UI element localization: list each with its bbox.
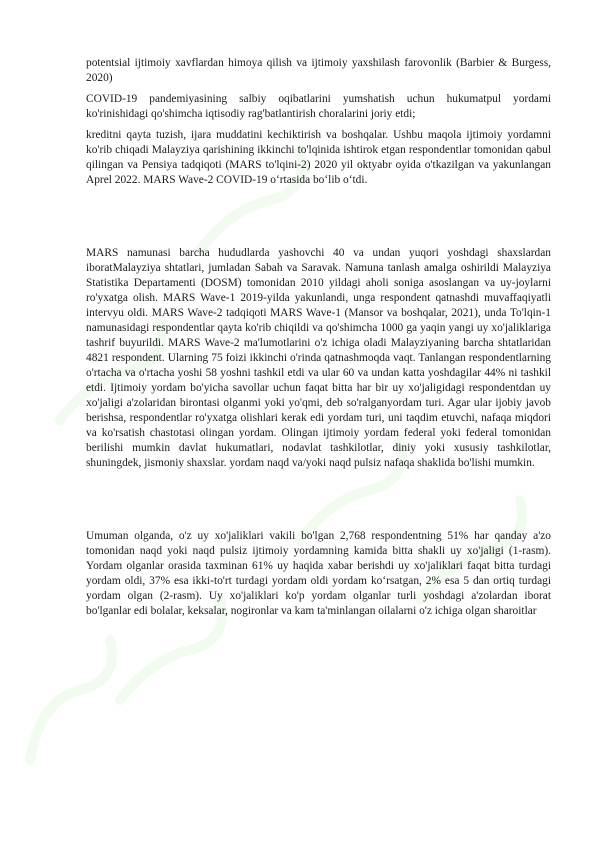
paragraph-4: MARS namunasi barcha hududlarda yashovchi 40 va undan yuqori yoshdagi shaxslardan iboratMalayziya shtatlari, jumladan Sabah va Saravak. Namuna tanlash amalga oshirildi Malayziya Statistika Departamenti (DOSM) tomonidan 2010 yildagi aholi soniga asoslangan va uy-joylarni ro'yxatga olish. MARS Wave-1 2019-yilda yakunlandi, unga respondent qatnashdi muvaffaqiyatli intervyu oldi. MARS Wave-2 tadqiqoti MARS Wave-1 (Mansor va boshqalar, 2021), unda To'lqin-1 namunasidagi respondentlar qayta ko'rib chiqildi va qo'shimcha 1000 ga yaqin yangi uy xo'jaliklariga tashrif buyurildi. MARS Wave-2 ma'lumotlarini o'z ichiga oladi Malayziyaning barcha shtatlaridan 4821 respondent. Ularning 75 foizi ikkinchi o'rinda qatnashmoqda vaqt. Tanlangan respondentlarning o'rtacha va o'rtacha yoshi 58 yoshni tashkil etdi va ular 60 va undan katta yoshdagilar 44% ni tashkil etdi. Ijtimoiy yordam bo'yicha savollar uchun faqat bitta har bir uy xo'jaligidagi respondentdan uy xo'jaligi a'zolaridan birontasi olganmi yoki yo'qmi, deb so'ralganyordam turi. Agar ular ijobiy javob berishsa, respondentlar ro'yxatga olishlari kerak edi yordam turi, uni taqdim etuvchi, nafaqa miqdori va ko'rsatish chastotasi olingan yordam. Olingan ijtimoiy yordam federal yoki federal tomonidan berilishi mumkin davlat hukumatlari, nodavlat tashkilotlar, diniy yoki xususiy tashkilotlar, shuningdek, jismoniy shaxslar. yordam naqd va/yoki naqd pulsiz nafaqa shaklida bo'lishi mumkin. [86, 247, 551, 469]
paragraph-2: COVID-19 pandemiyasining salbiy oqibatlarini yumshatish uchun hukumatpul yordami ko'rinishidagi qo'shimcha iqtisodiy rag'batlantirish choralarini joriy etdi; [86, 93, 551, 120]
paragraph-1: potentsial ijtimoiy xavflardan himoya qilish va ijtimoiy yaxshilash farovonlik (Barbier & Burgess, 2020) [86, 57, 551, 84]
document-page [86, 56, 551, 619]
paragraph-3: kreditni qayta tuzish, ijara muddatini kechiktirish va boshqalar. Ushbu maqola ijtimoiy yordamni ko'rib chiqadi Malayziya qarishining ikkinchi to'lqinida ishtirok etgan respondentlar tomonidan qabul qilingan va Pensiya tadqiqoti (MARS to'lqini-2) 2020 yil oktyabr oyida o'tkazilgan va yakunlangan Aprel 2022. MARS Wave-2 COVID-19 o‘rtasida bo‘lib o‘tdi. [86, 129, 551, 186]
paragraph-5: Umuman olganda, o'z uy xo'jaliklari vakili bo'lgan 2,768 respondentning 51% har qanday a'zo tomonidan naqd yoki naqd pulsiz ijtimoiy yordamning kamida bitta shakli uy xo'jaligi (1-rasm). Yordam olganlar orasida taxminan 61% uy haqida xabar berishdi uy xo'jaliklari faqat bitta turdagi yordam oldi, 37% esa ikki-to'rt turdagi yordam oldi yordam ko‘rsatgan, 2% esa 5 dan ortiq turdagi yordam olgan (2-rasm). Uy xo'jaliklari ko'p yordam olganlar turli yoshdagi a'zolardan iborat bo'lganlar edi bolalar, keksalar, nogironlar va kam ta'minlangan oilalarni o'z ichiga olgan sharoitlar [86, 530, 551, 617]
